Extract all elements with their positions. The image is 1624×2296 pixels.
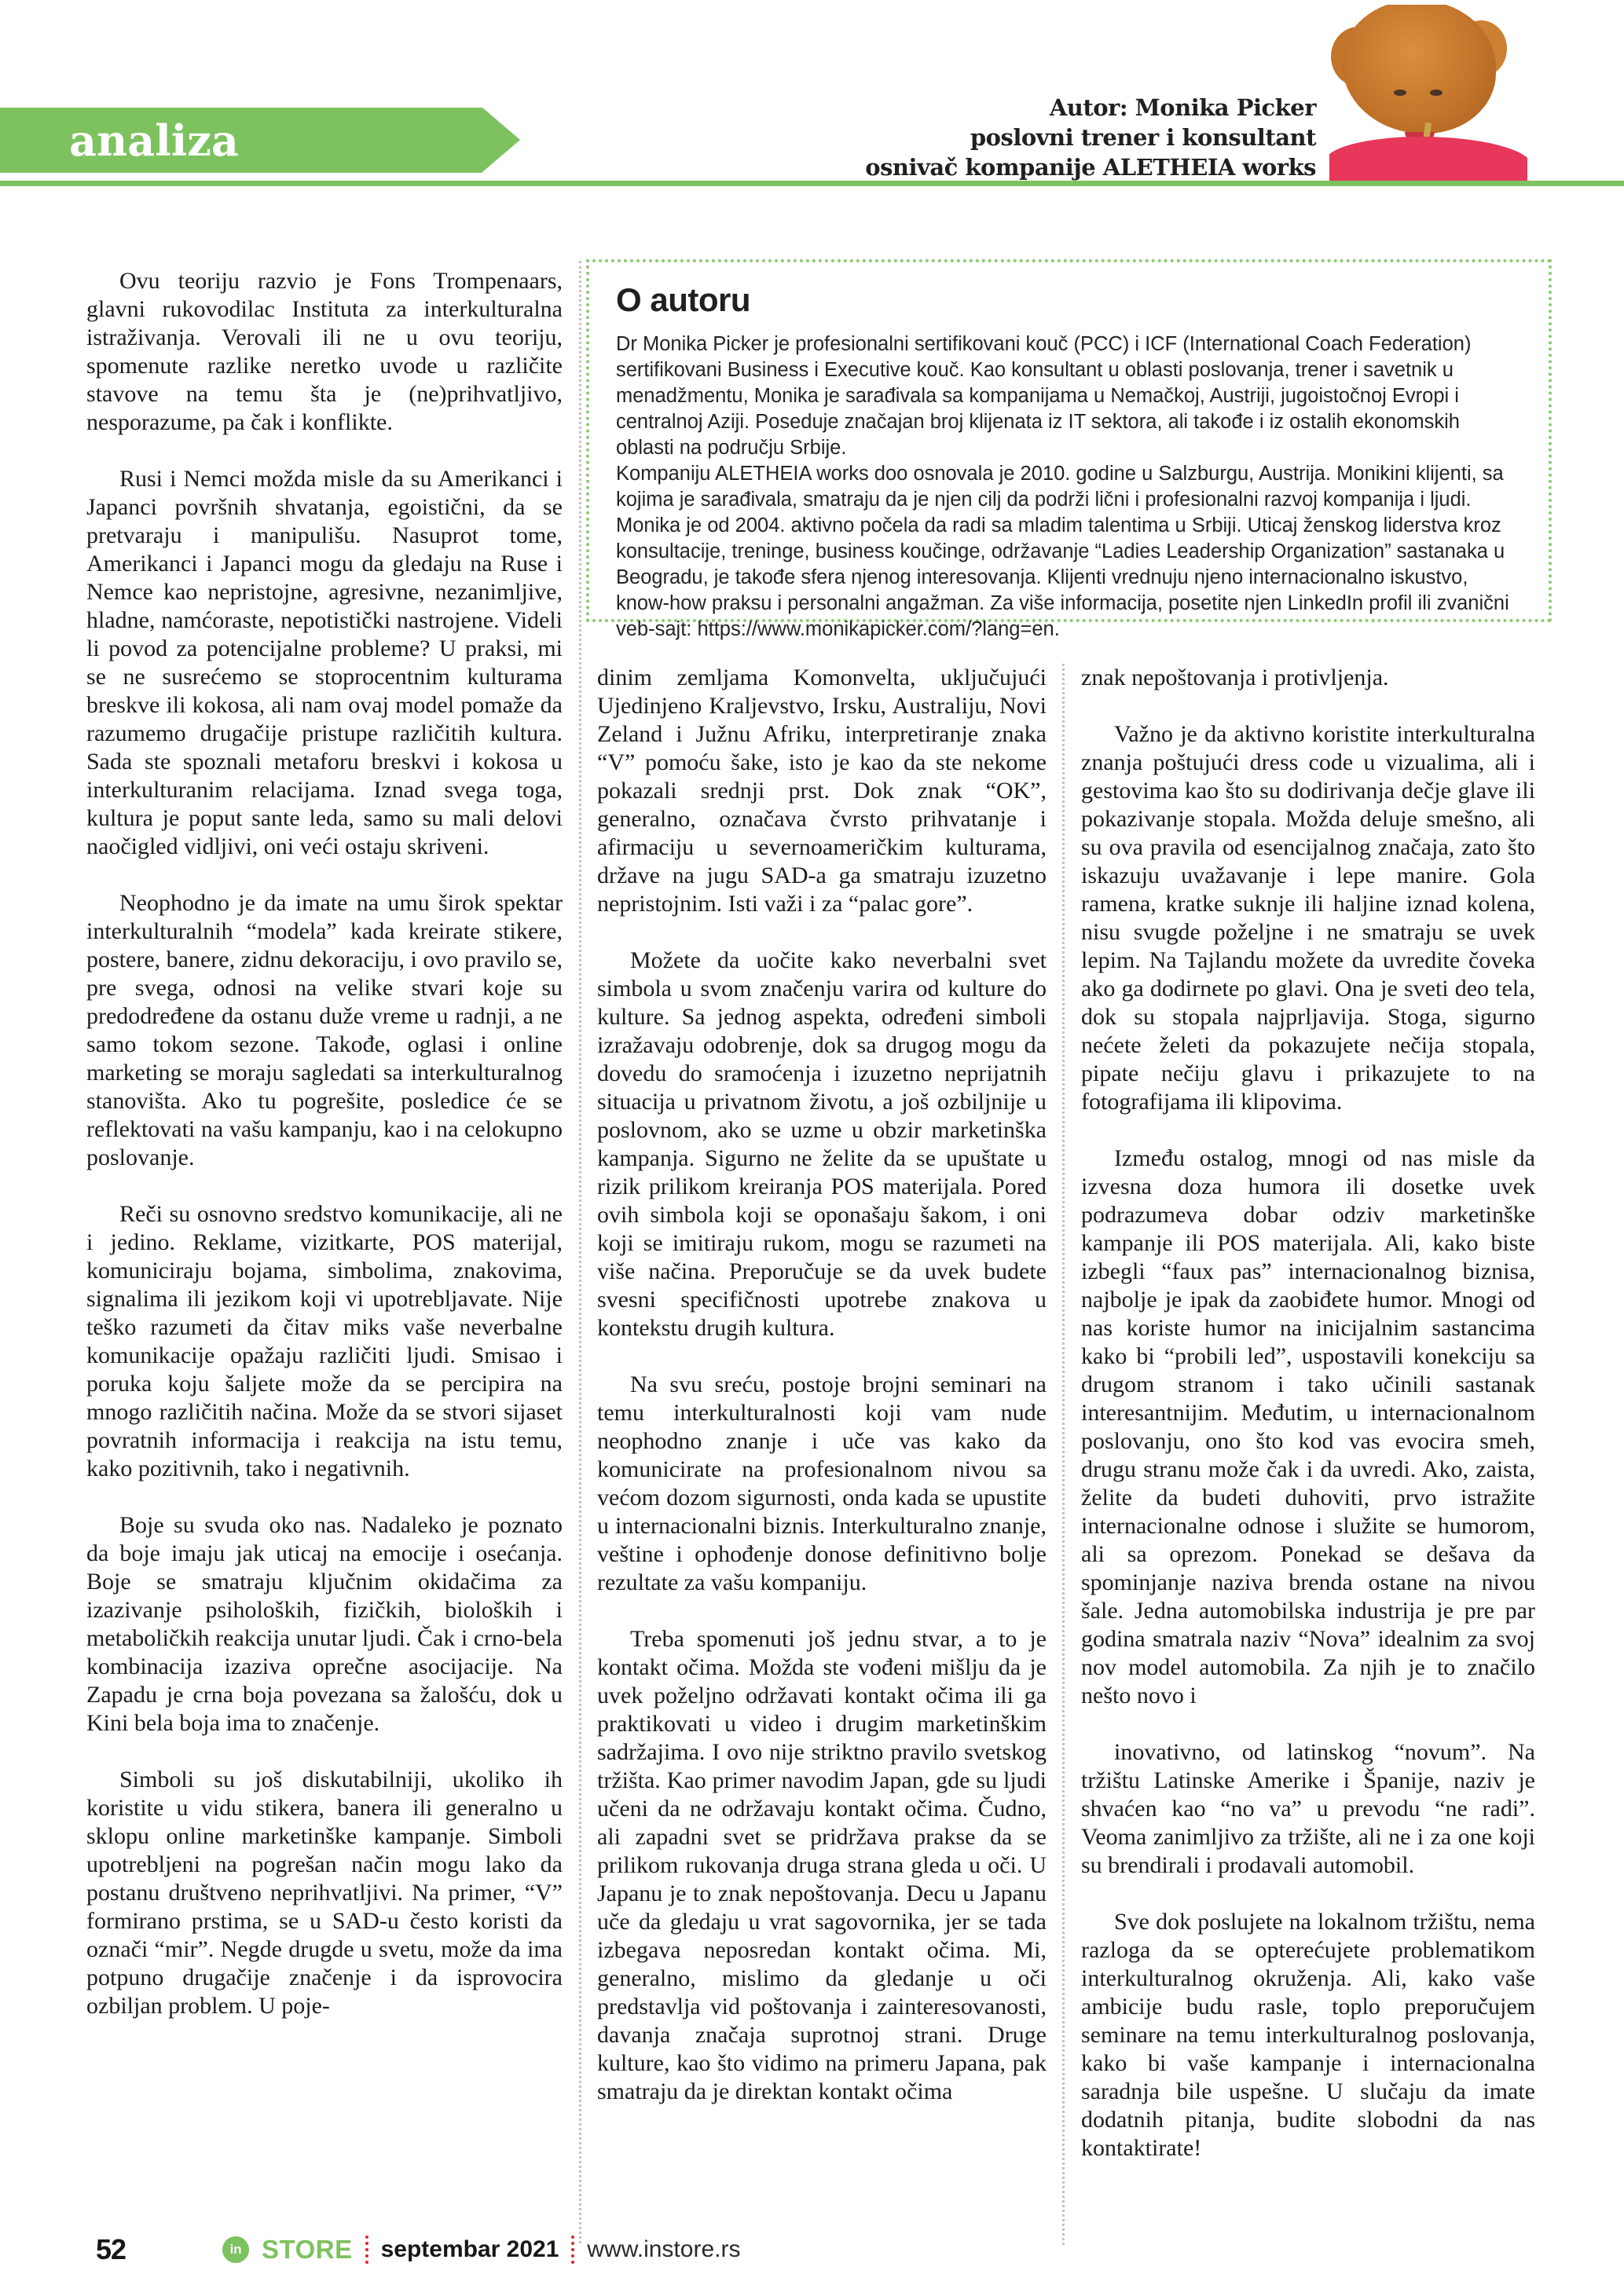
author-block	[865, 93, 1316, 182]
photo-blouse	[1329, 137, 1527, 181]
article-paragraph: Treba spomenuti još jednu stvar, a to je kontakt očima. Možda ste vođeni mišlju da je uvek poželjno održavati kontakt očima ili ga praktikovati u video i drugim marketinškim sadržajima. I ovo nije striktno pravilo svetskog tržišta. Kao primer navodim Japan, gde su ljudi učeni da ne održavaju kontakt očima. Čudno, ali zapadni svet se pridržava prakse da se prilikom rukovanja druga strana gleda u oči. U Japanu je to znak nepoštovanja. Decu u Japanu uče da gledaju u vrat sagovornika, jer se tada izbegava neposredan kontakt očima. Mi, generalno, mislimo da gledanje u oči predstavlja vid poštovanja i zainteresovanosti, davanja značaja suprotnoj strani. Druge kulture, kao što vidimo na primeru Japana, pak smatraju da je direktan kontakt očima	[597, 1626, 1047, 2104]
footer-separator-icon	[365, 2236, 368, 2264]
header-divider-rule	[0, 181, 1624, 186]
article-paragraph: inovativno, od latinskog “novum”. Na tržištu Latinske Amerike i Španije, naziv je shvaćen kao “no va” u prevodu “ne radi”. Veoma zanimljivo za tržište, ali ne i za one koji su brendirali i prodavali automobil.	[1081, 1739, 1535, 1878]
section-banner-arrow-icon	[482, 108, 520, 172]
article-paragraph: Važno je da aktivno koristite interkulturalna znanja poštujući dress code u vizualima, ali i gestovima kao što su dodirivanja dečje glave ili pokazivanje stopala. Možda deluje smešno, ali su ova pravila od esencijalnog značaja, zato što iskazuju uvažavanje i lepe manire. Gola ramena, kratke suknje ili haljine iznad kolena, nisu svugde poželjne i ne smatraju se uvek lepim. Na Tajlandu možete da uvredite čoveka ako ga dodirnete po glavi. Ona je sveti deo tela, dok su stopala najprljavija. Stoga, sigurno nećete želeti da pokazujete nečija stopala, pipate nečiju glavu i prikazujete to na fotografijama ili klipovima.	[1081, 721, 1535, 1115]
author-role-line: poslovni trener i konsultant	[970, 124, 1316, 151]
section-label: analiza	[69, 115, 239, 166]
article-column-2	[597, 664, 1047, 2245]
about-author-title: O autoru	[616, 281, 750, 318]
photo-eye	[1394, 90, 1406, 96]
author-photo	[1329, 5, 1527, 181]
article-paragraph: Rusi i Nemci možda misle da su Amerikanci i Japanci površnih shvatanja, egoistični, da se pretvaraju i manipulišu. Nasuprot tome, Amerikanci i Japanci mogu da gledaju na Ruse i Nemce kao nepristojne, agresivne, nezanimljive, hladne, namćoraste, nepotistički nastrojene. Videli li povod za potencijalne probleme? U praksi, mi se ne susrećemo se stoprocentnim kulturama breskve ili kokosa, ali nam ovaj model pomaže da razumemo drugačije pristupe različitih kultura. Sada ste spoznali metaforu breskvi i kokosa u interkulturanim relacijama. Iznad svega toga, kultura je poput sante leda, samo su mali delovi naočigled vidljivi, oni veći ostaju skriveni.	[86, 466, 563, 859]
article-paragraph: Simboli su još diskutabilniji, ukoliko ih koristite u vidu stikera, banera ili generalno u sklopu online marketinške kampanje. Simboli upotrebljeni na pogrešan način mogu lako da postanu društveno neprihvatljivi. Na primer, “V” formirano prstima, se u SAD-u često koristi da označi “mir”. Negde drugde u svetu, može da ima potpuno drugačije značenje i da isprovocira ozbiljan problem. U poje-	[86, 1767, 563, 2019]
footer-separator-icon	[571, 2236, 574, 2264]
article-paragraph: Boje su svuda oko nas. Nadaleko je poznato da boje imaju jak uticaj na emocije i osećanja. Boje se smatraju ključnim okidačima za izazivanje psiholoških, fizičkih, bioloških i metaboličkih reakcija unutar ljudi. Čak i crno-bela kombinacija izaziva oprečne asocijacije. Na Zapadu je crna boja povezana sa žalošću, dok u Kini bela boja ima to značenje.	[86, 1512, 563, 1736]
about-author-paragraph: Dr Monika Picker je profesionalni sertifikovani kouč (PCC) i ICF (International Coach Federation) sertifikovani Business i Executive kouč. Kao konsultant u oblasti poslovanja, trener i savetnik u menadžmentu, Monika je sarađivala sa kompanijama u Nemačkoj, Austriji, jugoistočnoj Evropi i centralnoj Aziji. Poseduje značajan broj klijenata iz IT sektora, ali takođe i iz ostalih ekonomskih oblasti na području Srbije.	[616, 333, 1472, 459]
article-paragraph: Na svu sreću, postoje brojni seminari na temu interkulturalnosti koji vam nude neophodno znanje i uče vas kako da komunicirate na profesionalnom nivou sa većom dozom sigurnosti, onda kada se upustite u internacionalni biznis. Interkulturalno znanje, veštine i ophođenje donose definitivno bolje rezultate za vašu kompaniju.	[597, 1371, 1047, 1595]
article-paragraph: Sve dok poslujete na lokalnom tržištu, nema razloga da se opterećujete problematikom interkulturalnog okruženja. Ali, kako vaše ambicije budu rasle, toplo preporučujem seminare na temu interkulturalnog poslovanja, kako bi vaše kampanje i internacionalna saradnja bile uspešne. U slučaju da imate dodatnih pitanja, budite slobodni da nas kontaktirate!	[1081, 1909, 1535, 2161]
article-paragraph: dinim zemljama Komonvelta, uključujući Ujedinjeno Kraljevstvo, Irsku, Australiju, Novi Zeland i Južnu Afriku, interpretiranje znaka “V” pomoću šake, isto je kao da ste nekome pokazali srednji prst. Dok znak “OK”, generalno, označava čvrsto prihvatanje i afirmaciju u severnoameričkim kulturama, države na jugu SAD-a ga smatraju izuzetno nepristojnim. Isti važi i za “palac gore”.	[597, 665, 1047, 917]
photo-eye	[1430, 90, 1443, 96]
page-number: 52	[96, 2233, 126, 2265]
about-author-paragraph: Kompaniju ALETHEIA works doo osnovala je 2010. godine u Salzburgu, Austrija. Monikini klijenti, sa kojima je sarađivala, smatraju da je njen cilj da podrži lični i profesionalni razvoj kompanija i ljudi. Monika je od 2004. aktivno počela da radi sa mladim talentima u Srbiji. Uticaj ženskog liderstva kroz konsultacije, treninge, business koučinge, održavanje “Ladies Leadership Organization” sastanaka u Beogradu, je takođe sfera njenog interesovanja. Klijenti vrednuju njeno internacionalno iskustvo, know-how praksu i personalni angažman. Za više informacija, posetite njen LinkedIn profil ili zvanični veb-sajt: https://www.monikapicker.com/?lang=en.	[616, 463, 1509, 640]
article-paragraph: Neophodno je da imate na umu širok spektar interkulturalnih “modela” kada kreirate stikere, postere, banere, zidnu dekoraciju, i ovo pravilo se, pre svega, odnosi na velike stvari koje su predodređene da ostanu duže vreme u radnji, a ne samo tokom sezone. Takođe, oglasi i online marketing se moraju sagledati sa interkulturalnog stanovišta. Ako tu pogrešite, posledice će se reflektovati na vašu kampanju, kao i na celokupno poslovanje.	[86, 890, 563, 1170]
article-column-3	[1081, 664, 1535, 2245]
instore-logo-icon: in	[222, 2236, 249, 2263]
store-wordmark: STORE	[262, 2235, 353, 2264]
article-paragraph: Između ostalog, mnogi od nas misle da izvesna doza humora ili dosetke uvek podrazumeva dobar odziv marketinške kampanje ili POS materijala. Ali, kako biste izbegli “faux pas” internacionalnog biznisa, najbolje je ipak da zaobiđete humor. Mnogi od nas koriste humor na inicijalnim sastancima kako bi “probili led”, uspostavili konekciju sa drugom stranom i tako učinili sastanak interesantnijim. Međutim, u internacionalnom poslovanju, ono što kod vas evocira smeh, drugu stranu može čak i da uvredi. Ako, zaista, želite da budeti duhoviti, prvo istražite internacionalne odnose i služite se humorom, ali sa oprezom. Ponekad se dešava da spominjanje naziva brenda ostane na nivou šale. Jedna automobilska industrija je pre par godina smatrala naziv “Nova” idealnim za svoj nov model automobila. Za njih je to značilo nešto novo i	[1081, 1145, 1535, 1708]
article-paragraph: znak nepoštovanja i protivljenja.	[1081, 665, 1389, 690]
about-author-box	[586, 259, 1552, 640]
author-name-line: Autor: Monika Picker	[1049, 94, 1316, 121]
column-separator	[579, 261, 581, 2243]
footer-brand-cluster	[222, 2235, 740, 2265]
column-separator	[1062, 664, 1065, 2245]
issue-date: septembar 2021	[380, 2236, 559, 2262]
section-banner	[0, 108, 482, 173]
article-paragraph: Ovu teoriju razvio je Fons Trompenaars, glavni rukovodilac Instituta za interkulturalna istraživanja. Verovali ili ne u ovu teoriju, spomenute razlike neretko uvode u različite stavove na temu šta je (ne)prihvatljivo, nesporazume, pa čak i konflikte.	[86, 268, 563, 435]
author-company-line: osnivač kompanije ALETHEIA works	[865, 154, 1316, 181]
article-paragraph: Reči su osnovno sredstvo komunikacije, ali ne i jedino. Reklame, vizitkarte, POS materijal, komuniciraju bojama, simbolima, znakovima, signalima ili jezikom koji vi upotrebljavate. Nije teško razumeti da čitav miks vaše neverbalne komunikacije opažaju različiti ljudi. Smisao i poruka koju šaljete može da se percipira na mnogo različitih načina. Može da se stvori sijaset povratnih informacija i reakcija na istu temu, kako pozitivnih, tako i negativnih.	[86, 1201, 563, 1481]
article-paragraph: Možete da uočite kako neverbalni svet simbola u svom značenju varira od kulture do kulture. Sa jednog aspekta, određeni simboli izražavaju odobrenje, dok sa drugog mogu da dovedu do sramoćenja i izuzetno neprijatnih situacija u privatnom životu, a još ozbiljnije u poslovnom, ako se uzme u obzir marketinška kampanja. Sigurno ne želite da se upuštate u rizik prilikom kreiranja POS materijala. Pored ovih simbola koji se oponašaju šakom, i oni koji se imitiraju rukom, mogu se razumeti na više načina. Preporučuje se da uvek budete svesni specifičnosti upotrebe znakova u kontekstu drugih kultura.	[597, 947, 1047, 1341]
article-column-1	[86, 267, 563, 2243]
page-footer	[0, 2229, 1624, 2270]
website-url: www.instore.rs	[587, 2236, 741, 2262]
